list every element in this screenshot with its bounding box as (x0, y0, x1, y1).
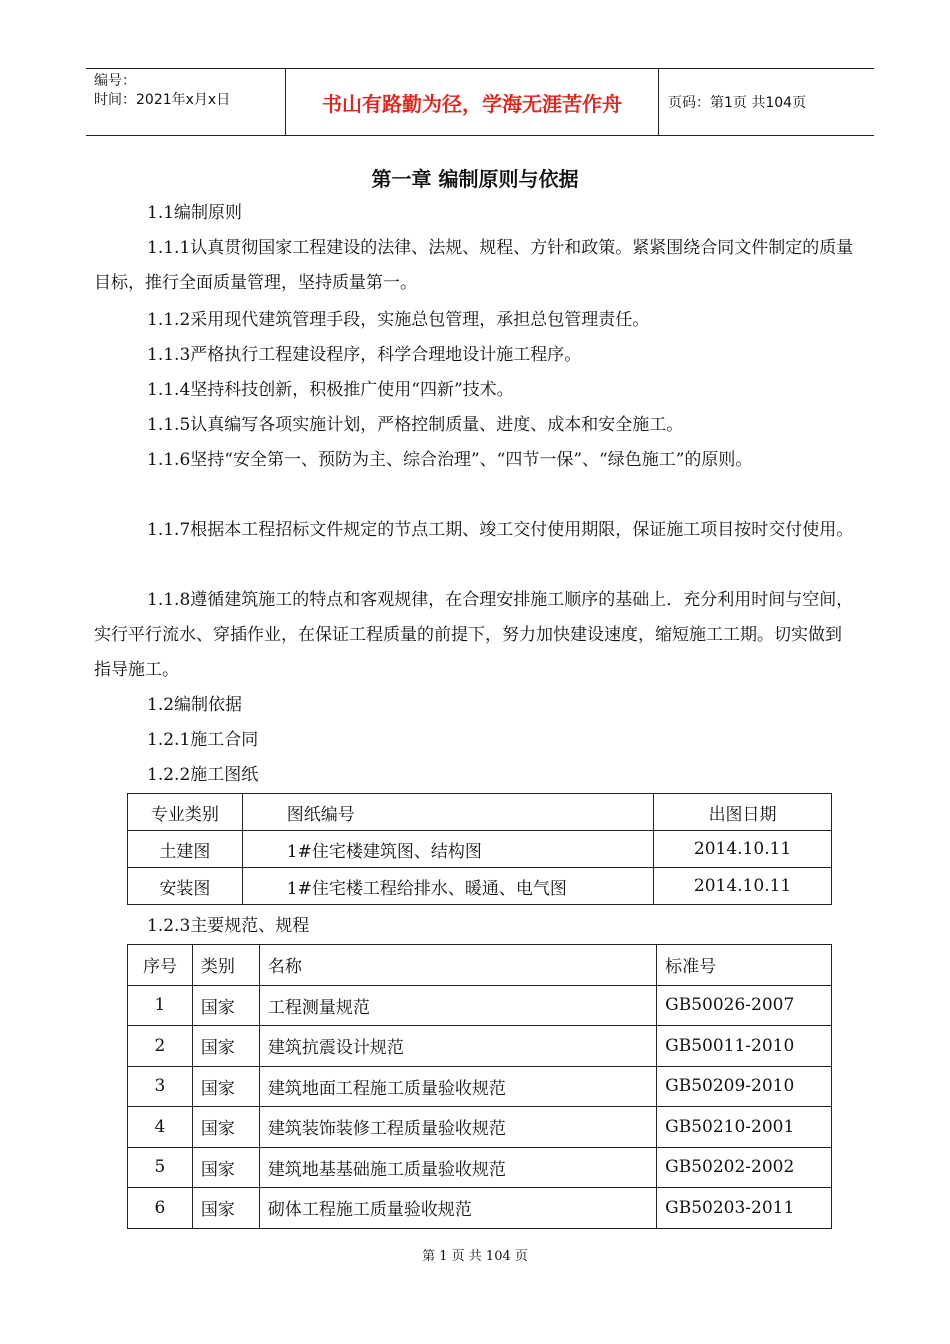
table-cell: GB50203-2011 (657, 1188, 832, 1229)
table-header-cell: 序号 (128, 945, 193, 986)
table-cell: 土建图 (128, 831, 243, 868)
paragraph-1-1-2: 1.1.2采用现代建筑管理手段，实施总包管理，承担总包管理责任。 (147, 310, 650, 330)
paragraph-1-1-1: 1.1.1认真贯彻国家工程建设的法律、法规、规程、方针和政策。紧紧围绕合同文件制定的质量目标，推行全面质量管理，坚持质量第一。 (94, 238, 854, 293)
table-cell: GB50011-2010 (657, 1026, 832, 1067)
table-row (128, 1188, 832, 1229)
table-header-row (128, 945, 832, 986)
paragraph-1-1-8: 1.1.8遵循建筑施工的特点和客观规律，在合理安排施工顺序的基础上．充分利用时间与空间，实行平行流水、穿插作业，在保证工程质量的前提下，努力加快建设速度，缩短施工工期。切实做到指导施工。 (94, 590, 854, 680)
table-cell: 1 (128, 985, 193, 1026)
paragraph-1-1-7: 1.1.7根据本工程招标文件规定的节点工期、竣工交付使用期限，保证施工项目按时交付使用。 (147, 520, 854, 540)
table-cell: GB50209-2010 (657, 1066, 832, 1107)
paragraph-1-1-6: 1.1.6坚持“安全第一、预防为主、综合治理”、“四节一保”、“绿色施工”的原则。 (147, 450, 753, 470)
time-label: 时间：2021年x月x日 (94, 92, 231, 108)
header-motto: 书山有路勤为径，学海无涯苦作舟 (322, 91, 622, 116)
table-cell: 2 (128, 1026, 193, 1067)
table-cell: GB50210-2001 (657, 1107, 832, 1148)
table-cell: 建筑地基基础施工质量验收规范 (259, 1147, 656, 1188)
table-header-row (128, 794, 832, 831)
standards-table (127, 944, 832, 1229)
table-cell: 国家 (192, 985, 259, 1026)
table-row (128, 1026, 832, 1067)
table-header-cell: 专业类别 (128, 794, 243, 831)
page-footer: 第 1 页 共 104 页 (422, 1249, 528, 1264)
table-cell: 1#住宅楼工程给排水、暖通、电气图 (242, 868, 653, 905)
table-cell: 国家 (192, 1147, 259, 1188)
table-cell: 建筑装饰装修工程质量验收规范 (259, 1107, 656, 1148)
table-cell: GB50026-2007 (657, 985, 832, 1026)
table-cell: 国家 (192, 1026, 259, 1067)
chapter-title: 第一章 编制原则与依据 (371, 167, 579, 191)
drawings-table (127, 793, 832, 905)
paragraph-1-1-4: 1.1.4坚持科技创新，积极推广使用“四新”技术。 (147, 380, 514, 400)
header-page-info: 页码：第1页 共104页 (668, 95, 807, 111)
table-cell: 2014.10.11 (654, 868, 832, 905)
paragraph-1-2-2: 1.2.2施工图纸 (147, 765, 259, 785)
table-row (128, 868, 832, 905)
table-cell: 3 (128, 1066, 193, 1107)
table-cell: GB50202-2002 (657, 1147, 832, 1188)
paragraph-1-1-3: 1.1.3严格执行工程建设程序，科学合理地设计施工程序。 (147, 345, 582, 365)
table-cell: 1#住宅楼建筑图、结构图 (242, 831, 653, 868)
table-header-cell: 出图日期 (654, 794, 832, 831)
header-left (94, 72, 230, 110)
table-cell: 国家 (192, 1107, 259, 1148)
table-header-cell: 标准号 (657, 945, 832, 986)
paragraph-1-2-1: 1.2.1施工合同 (147, 730, 259, 750)
table-row (128, 985, 832, 1026)
paragraph-1-2-3: 1.2.3主要规范、规程 (147, 916, 310, 936)
table-row (128, 1147, 832, 1188)
number-label: 编号： (94, 73, 136, 89)
table-cell: 安装图 (128, 868, 243, 905)
table-header-cell: 类别 (192, 945, 259, 986)
table-cell: 国家 (192, 1188, 259, 1229)
table-header-cell: 图纸编号 (242, 794, 653, 831)
paragraph-1-1-5: 1.1.5认真编写各项实施计划，严格控制质量、进度、成本和安全施工。 (147, 415, 684, 435)
section-heading-1-1: 1.1编制原则 (147, 203, 243, 223)
table-cell: 5 (128, 1147, 193, 1188)
table-row (128, 1066, 832, 1107)
table-row (128, 1107, 832, 1148)
table-cell: 6 (128, 1188, 193, 1229)
table-header-cell: 名称 (259, 945, 656, 986)
table-row (128, 831, 832, 868)
page-header (86, 68, 874, 136)
table-cell: 工程测量规范 (259, 985, 656, 1026)
table-cell: 2014.10.11 (654, 831, 832, 868)
table-cell: 建筑地面工程施工质量验收规范 (259, 1066, 656, 1107)
table-cell: 国家 (192, 1066, 259, 1107)
table-cell: 建筑抗震设计规范 (259, 1026, 656, 1067)
header-center (285, 69, 659, 135)
table-cell: 4 (128, 1107, 193, 1148)
table-cell: 砌体工程施工质量验收规范 (259, 1188, 656, 1229)
section-heading-1-2: 1.2编制依据 (147, 695, 243, 715)
